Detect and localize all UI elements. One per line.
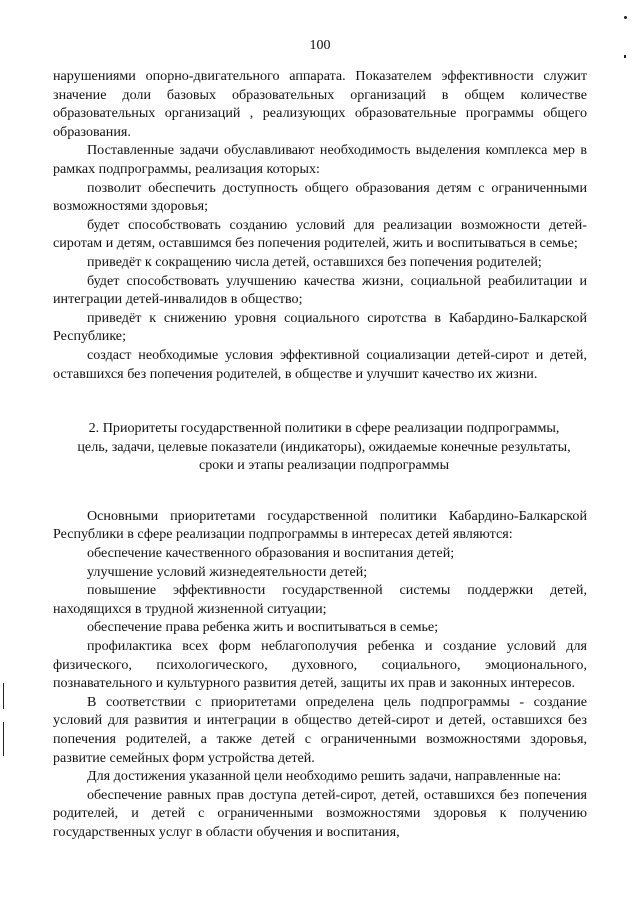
scan-mark-left-2 <box>3 722 4 756</box>
list-item: приведёт к снижению уровня социального сиротства в Кабардино-Балкарской Республике; <box>53 309 587 345</box>
page-number: 100 <box>309 38 331 53</box>
list-item: профилактика всех форм неблагополучия ребенка и создание условий для физического, психологического, духовного, социального, эмоционального, познавательного и культурного развития детей, защиты их прав и законных интересов. <box>53 638 587 692</box>
list-item: обеспечение равных прав доступа детей-сирот, детей, оставшихся без попечения родителей, и детей с ограниченными возможностями здоровья к получению государственных услуг в области обучения и воспитания, <box>53 786 587 840</box>
list-item: создаст необходимые условия эффективной социализации детей-сирот и детей, оставшихся без попечения родителей, в обществе и улучшит качество их жизни. <box>53 346 587 382</box>
list-item: повышение эффективности государственной системы поддержки детей, находящихся в трудной жизненной ситуации; <box>53 582 587 617</box>
paragraph: Основными приоритетами государственной политики Кабардино-Балкарской Республики в сфере реализации подпрограммы в интересах детей являются: <box>53 507 587 543</box>
section-heading-line: цель, задачи, целевые показатели (индикаторы), ожидаемые конечные результаты, <box>77 438 571 455</box>
section-heading <box>53 419 587 475</box>
list-item: будет способствовать улучшению качества жизни, социальной реабилитации и интеграции детей-инвалидов в общество; <box>53 272 587 308</box>
list-item: обеспечение права ребенка жить и воспитываться в семье; <box>87 619 439 636</box>
section-heading-line: сроки и этапы реализации подпрограммы <box>198 457 450 474</box>
scan-mark-top-right <box>624 16 627 19</box>
list-item: позволит обеспечить доступность общего образования детям с ограниченными возможностями здоровья; <box>53 179 587 215</box>
paragraph: нарушениями опорно-двигательного аппарата. Показателем эффективности служит значение доли базовых образовательных организаций в общем количестве образовательных организаций , реализующих образовательные программы общего образования. <box>53 68 587 140</box>
document-body <box>53 67 587 842</box>
list-item: будет способствовать созданию условий для реализации возможности детей-сиротам и детям, оставшимся без попечения родителей, жить и воспитываться в семье; <box>53 216 587 252</box>
section-heading-line: 2. Приоритеты государственной политики в сфере реализации подпрограммы, <box>88 420 560 437</box>
paragraph: Для достижения указанной цели необходимо решить задачи, направленные на: <box>87 768 562 785</box>
paragraph: Поставленные задачи обуславливают необходимость выделения комплекса мер в рамках подпрограммы, реализация которых: <box>53 142 587 177</box>
scan-mark-left-1 <box>3 683 4 709</box>
list-item: обеспечение качественного образования и воспитания детей; <box>87 545 455 562</box>
scan-mark-right <box>624 55 626 58</box>
paragraph: В соответствии с приоритетами определена цель подпрограммы - создание условий для развития и интеграции в общество детей-сирот и детей, оставшихся без попечения родителей, а также детей с ограниченными возможностями здоровья, развитие семейных форм устройства детей. <box>53 693 587 766</box>
list-item: улучшение условий жизнедеятельности детей; <box>87 563 368 580</box>
list-item: приведёт к сокращению числа детей, оставшихся без попечения родителей; <box>87 253 542 270</box>
